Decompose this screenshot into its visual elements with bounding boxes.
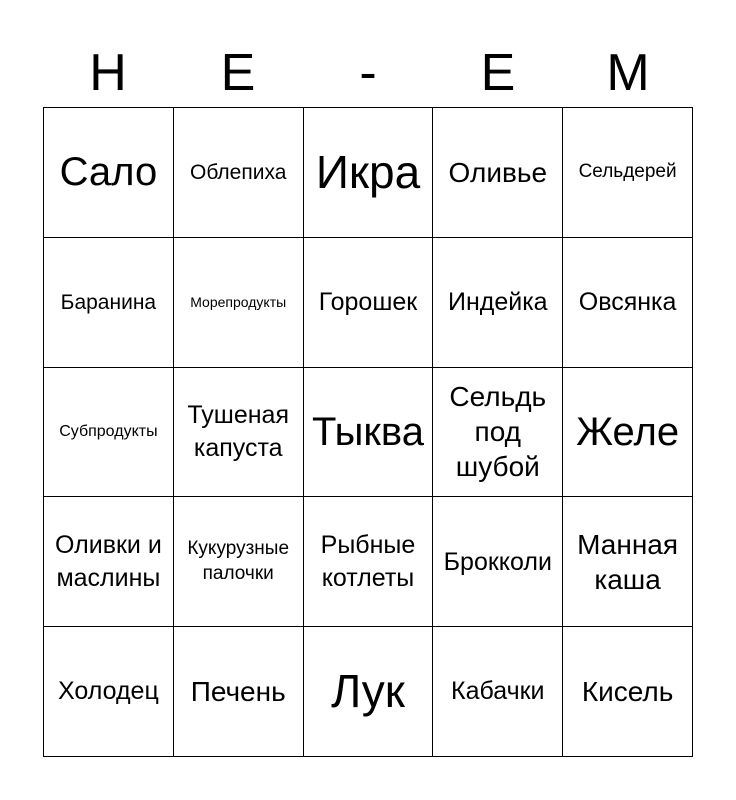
cell-label: Оливки и маслины: [54, 531, 162, 592]
cell-label: Сельдерей: [578, 161, 677, 183]
bingo-cell[interactable]: [174, 497, 304, 627]
cell-label: Оливье: [448, 156, 548, 188]
cell-label: Сельдь под шубой: [449, 381, 547, 483]
bingo-cell[interactable]: [433, 108, 563, 238]
cell-label: Икра: [315, 145, 421, 198]
bingo-cell[interactable]: [563, 108, 693, 238]
cell-label: Рыбные котлеты: [320, 531, 416, 592]
bingo-cell[interactable]: [44, 238, 174, 368]
bingo-cell[interactable]: [44, 627, 174, 757]
bingo-cell[interactable]: [304, 108, 434, 238]
cell-label: Индейка: [447, 287, 548, 316]
cell-label: Субпродукты: [59, 423, 158, 441]
cell-label: Овсянка: [578, 287, 677, 316]
cell-label: Горошек: [318, 287, 418, 316]
cell-label: Тушеная капуста: [187, 401, 289, 462]
header-letter: Н: [89, 44, 127, 102]
bingo-cell[interactable]: [44, 368, 174, 498]
cell-label: Холодец: [58, 677, 159, 706]
cell-label: Облепиха: [189, 160, 287, 184]
bingo-cell[interactable]: [433, 238, 563, 368]
bingo-cell[interactable]: [44, 108, 174, 238]
cell-label: Брокколи: [443, 547, 552, 576]
bingo-header: [43, 40, 693, 106]
bingo-cell[interactable]: [44, 497, 174, 627]
cell-label: Манная каша: [577, 528, 679, 595]
bingo-cell[interactable]: [174, 627, 304, 757]
cell-label: Желе: [576, 409, 680, 454]
cell-label: Печень: [190, 676, 286, 708]
bingo-cell[interactable]: [174, 238, 304, 368]
bingo-board: [43, 107, 693, 757]
bingo-cell[interactable]: [174, 108, 304, 238]
bingo-cell[interactable]: [304, 238, 434, 368]
bingo-cell[interactable]: [174, 368, 304, 498]
cell-label: Лук: [331, 665, 405, 718]
cell-label: Кабачки: [451, 677, 545, 706]
header-letter: -: [359, 44, 377, 102]
bingo-cell[interactable]: [304, 497, 434, 627]
cell-label: Кукурузные палочки: [187, 538, 290, 584]
cell-label: Тыква: [312, 409, 424, 454]
header-letter: М: [606, 44, 650, 102]
bingo-cell[interactable]: [563, 368, 693, 498]
bingo-cell[interactable]: [433, 627, 563, 757]
header-letter: Е: [480, 44, 516, 102]
cell-label: Морепродукты: [190, 293, 287, 310]
cell-label: Кисель: [581, 676, 674, 708]
cell-label: Сало: [59, 150, 158, 195]
bingo-cell[interactable]: [304, 627, 434, 757]
bingo-cell[interactable]: [563, 497, 693, 627]
bingo-cell[interactable]: [433, 497, 563, 627]
cell-label: Баранина: [60, 290, 157, 314]
bingo-cell[interactable]: [563, 627, 693, 757]
bingo-cell[interactable]: [433, 368, 563, 498]
header-letter: Е: [220, 44, 256, 102]
bingo-cell[interactable]: [563, 238, 693, 368]
bingo-cell[interactable]: [304, 368, 434, 498]
